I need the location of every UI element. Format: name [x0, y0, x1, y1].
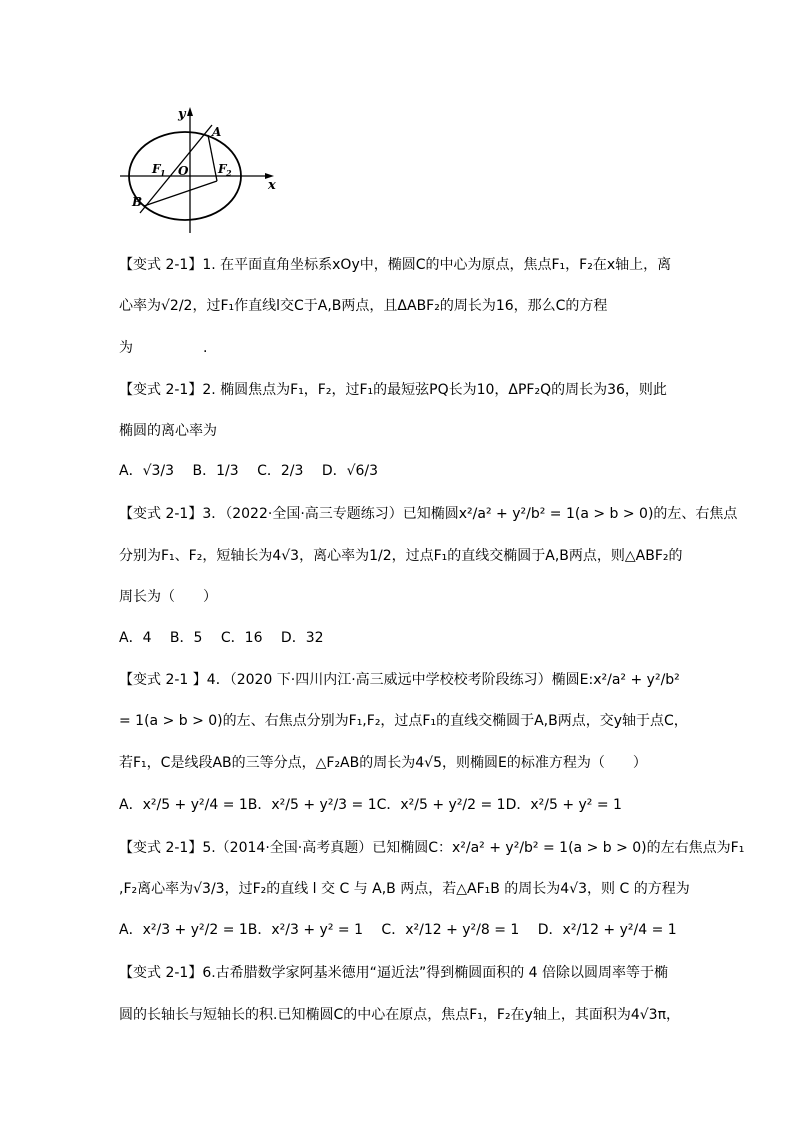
q6-text-1: 6.古希腊数学家阿基米德用“逼近法”得到椭圆面积的 4 倍除以圆周率等于椭 — [202, 965, 668, 981]
q1-text-2: 心率为√2/2，过F₁作直线l交C于A,B两点，且ΔABF₂的周长为16，那么C的方程 — [119, 298, 608, 314]
q4-line-2 — [119, 711, 688, 731]
q2-text-2: 椭圆的离心率为 — [119, 423, 217, 439]
q2-line-1 — [119, 380, 667, 400]
F2-label: F — [218, 162, 227, 176]
q5-line-1 — [119, 838, 744, 858]
q1-text-1: 1. 在平面直角坐标系xOy中，椭圆C的中心为原点，焦点F₁，F₂在x轴上，离 — [202, 257, 672, 273]
q1-tag: 【变式 2-1】 — [119, 257, 203, 273]
q4-text-2: = 1(a > b > 0)的左、右焦点分别为F₁,F₂，过点F₁的直线交椭圆于A,B两点，交y轴于点C， — [119, 713, 688, 729]
q1-line-2 — [119, 296, 607, 316]
q6-line-2 — [119, 1005, 680, 1025]
point-B-label: B — [132, 195, 143, 209]
q6-text-2: 圆的长轴长与短轴长的积.已知椭圆C的中心在原点，焦点F₁，F₂在y轴上，其面积为4√3π， — [119, 1007, 681, 1023]
q3-line-2 — [119, 546, 683, 566]
q6-line-1 — [119, 963, 668, 983]
q4-options — [119, 795, 622, 815]
q2-options-text: A．√3/3 B．1/3 C．2/3 D．√6/3 — [119, 463, 379, 479]
x-label: x — [268, 178, 276, 193]
q1-text-3: 为 . — [119, 340, 208, 356]
point-A-label: A — [212, 125, 222, 139]
q5-tag: 【变式 2-1】 — [119, 840, 203, 856]
q4-tag: 【变式 2-1 】 — [119, 672, 207, 688]
F1-subscript: 1 — [160, 168, 166, 178]
y-axis-arrow — [187, 107, 193, 116]
q2-options — [119, 461, 378, 481]
F1-label: F — [152, 162, 161, 176]
line-AB — [140, 125, 212, 213]
q4-text-3: 若F₁，C是线段AB的三等分点，△F₂AB的周长为4√5，则椭圆E的标准方程为（ ） — [119, 755, 647, 771]
q1-line-1 — [119, 255, 671, 275]
q4-text-1: 4．（2020 下·四川内江·高三威远中学校校考阶段练习）椭圆E:x²/a² + y²/b² — [206, 672, 680, 688]
y-label: y — [178, 107, 186, 122]
q4-options-text: A．x²/5 + y²/4 = 1B．x²/5 + y²/3 = 1C．x²/5 + y²/2 = 1D．x²/5 + y² = 1 — [119, 797, 622, 813]
q4-line-1 — [119, 670, 680, 690]
q5-options-text: A．x²/3 + y²/2 = 1B．x²/3 + y² = 1 C．x²/12 + y²/8 = 1 D．x²/12 + y²/4 = 1 — [119, 922, 677, 938]
q3-text-3: 周长为（ ） — [119, 589, 217, 605]
q5-options — [119, 920, 677, 940]
q5-line-2 — [119, 879, 690, 899]
q3-options — [119, 628, 324, 648]
q3-line-3 — [119, 587, 217, 607]
q2-tag: 【变式 2-1】 — [119, 382, 203, 398]
q4-line-3 — [119, 753, 647, 773]
q1-line-3 — [119, 338, 207, 358]
q5-text-1: 5.（2014·全国·高考真题）已知椭圆C：x²/a² + y²/b² = 1(a > b > 0)的左右焦点为F₁ — [202, 840, 745, 856]
origin-label: O — [178, 164, 189, 178]
q5-text-2: ,F₂离心率为√3/3，过F₂的直线 l 交 C 与 A,B 两点，若△AF₁B 的周长为4√3，则 C 的方程为 — [119, 881, 690, 897]
ellipse-figure — [118, 103, 288, 233]
F2-subscript: 2 — [226, 168, 232, 178]
q3-tag: 【变式 2-1】 — [119, 506, 203, 522]
q2-text-1: 2. 椭圆焦点为F₁，F₂，过F₁的最短弦PQ长为10，ΔPF₂Q的周长为36，则此 — [202, 382, 667, 398]
q2-line-2 — [119, 421, 217, 441]
q3-text-2: 分别为F₁、F₂，短轴长为4√3，离心率为1/2，过点F₁的直线交椭圆于A,B两点，则△ABF₂的 — [119, 548, 683, 564]
q6-tag: 【变式 2-1】 — [119, 965, 203, 981]
segment-AF2 — [208, 135, 217, 181]
q3-line-1 — [119, 504, 737, 524]
q3-text-1: 3．（2022·全国·高三专题练习）已知椭圆x²/a² + y²/b² = 1(a > b > 0)的左、右焦点 — [202, 506, 738, 522]
q3-options-text: A．4 B．5 C．16 D．32 — [119, 630, 324, 646]
segment-BF2 — [144, 181, 217, 206]
